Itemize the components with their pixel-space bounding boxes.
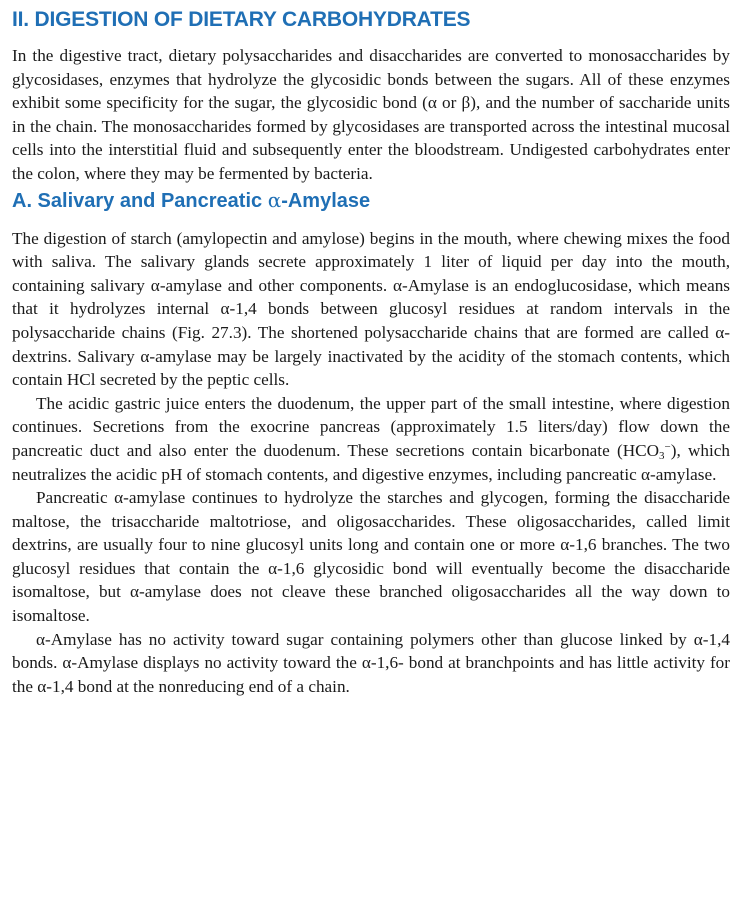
paragraph-specificity: α-Amylase has no activity toward sugar containing polymers other than glucose linked by α-1,4 bonds. α-Amylase displays no activity toward the α-1,6- bond at branchpoints and has little activity for the α-1,4 bond at the nonreducing end of a chain. xyxy=(12,629,730,696)
bicarbonate-superscript: − xyxy=(664,440,671,453)
document-page xyxy=(12,6,730,698)
bicarbonate-subscript: 3 xyxy=(659,449,665,462)
paragraph-gastric-text-end: ), which neutralizes the acidic pH of stomach contents, and digestive enzymes, including pancreatic α-amylase. xyxy=(12,440,731,484)
subsection-heading-alpha: α xyxy=(267,187,282,212)
paragraph-pancreatic: Pancreatic α-amylase continues to hydrolyze the starches and glycogen, forming the disaccharide maltose, the trisaccharide maltotriose, and oligosaccharides. These oligosaccharides, called limit dextrins, are usually four to nine glucosyl units long and contain one or more α-1,6 branches. The two glucosyl residues that contain the α-1,6 glycosidic bond will eventually become the disaccharide isomaltose, but α-amylase does not cleave these branched oligosaccharides all the way down to isomaltose. xyxy=(12,488,730,626)
subsection-heading xyxy=(12,186,730,215)
paragraph-gastric-text: The acidic gastric juice enters the duodenum, the upper part of the small intestine, where digestion continues. Secretions from the exocrine pancreas (approximately 1.5 liters/day) flow down the pancreatic duct and also enter the duodenum. These secretions contain bicarbonate (HCO xyxy=(12,393,730,460)
subsection-heading-suffix: -Amylase xyxy=(281,189,371,212)
intro-paragraph: In the digestive tract, dietary polysaccharides and disaccharides are converted to monosaccharides by glycosidases, enzymes that hydrolyze the glycosidic bonds between the sugars. All of these enzymes exhibit some specificity for the sugar, the glycosidic bond (α or β), and the number of saccharide units in the chain. The monosaccharides formed by glycosidases are transported across the intestinal mucosal cells into the interstitial fluid and subsequently enter the bloodstream. Undigested carbohydrates enter the colon, where they may be fermented by bacteria. xyxy=(12,46,730,183)
paragraph-salivary: The digestion of starch (amylopectin and amylose) begins in the mouth, where chewing mixes the food with saliva. The salivary glands secrete approximately 1 liter of liquid per day into the mouth, containing salivary α-amylase and other components. α-Amylase is an endoglucosidase, which means that it hydrolyzes internal α-1,4 bonds between glucosyl residues at random intervals in the polysaccharide chains (Fig. 27.3). The shortened polysaccharide chains that are formed are called α-dextrins. Salivary α-amylase may be largely inactivated by the acidity of the stomach contents, which contain HCl secreted by the peptic cells. xyxy=(12,228,730,390)
section-heading: II. DIGESTION OF DIETARY CARBOHYDRATES xyxy=(12,8,471,31)
subsection-heading-prefix: A. Salivary and Pancreatic xyxy=(12,189,268,212)
paragraph-gastric xyxy=(12,392,730,486)
